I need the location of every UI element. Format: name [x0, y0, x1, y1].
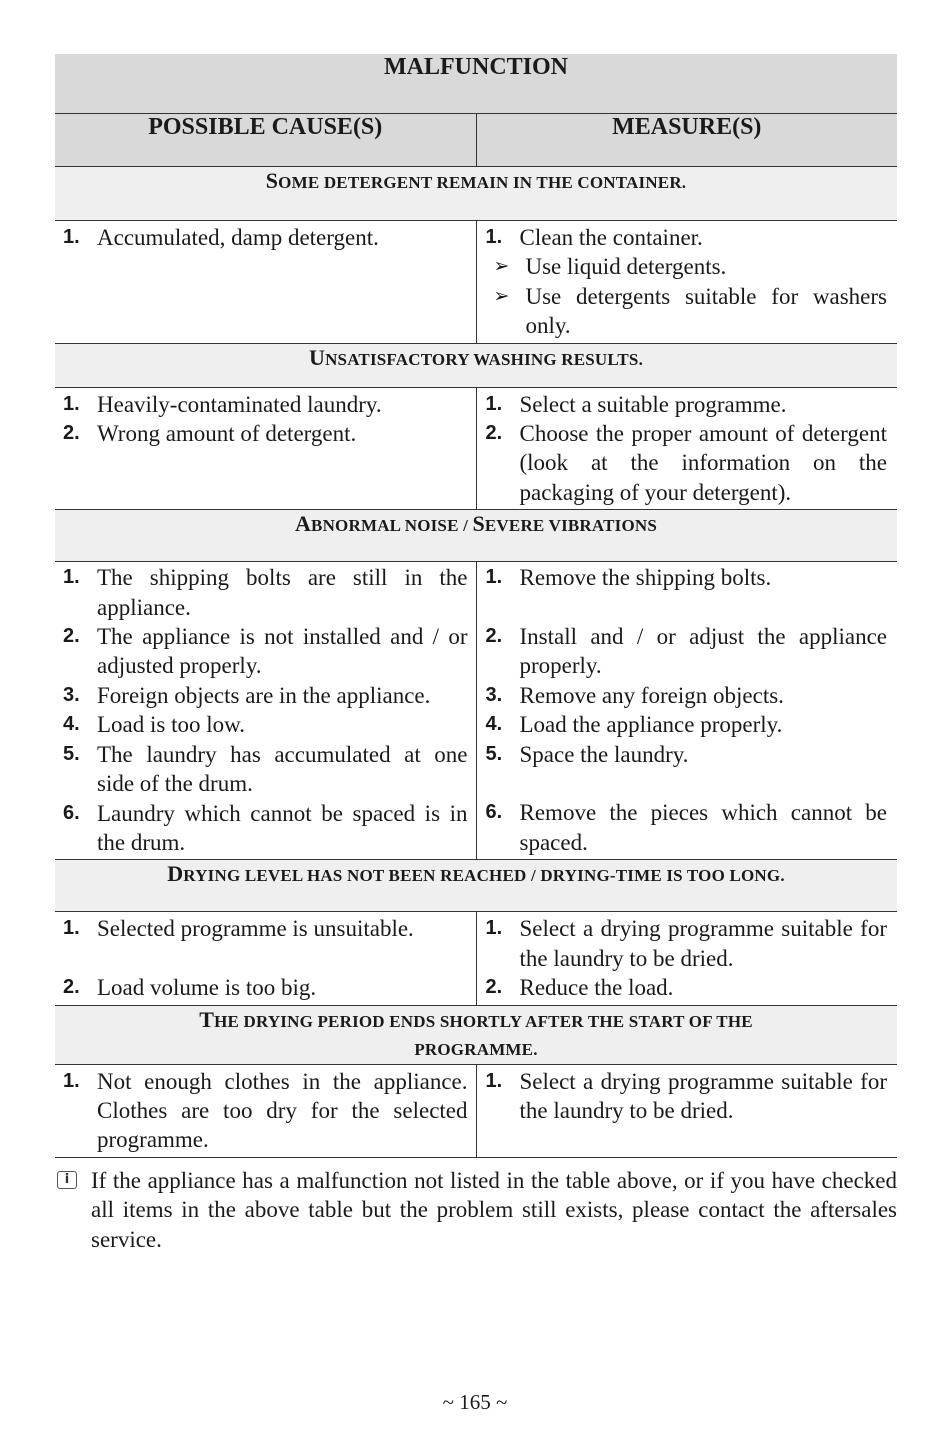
measure-cell — [476, 562, 897, 860]
list-item: 2. Wrong amount of detergent. — [63, 421, 357, 447]
list-item: ➢ Use detergents suitable for washers only. — [486, 282, 888, 341]
malfunction-page — [55, 54, 897, 1158]
list-item: 1. The shipping bolts are still in the appliance. — [63, 565, 468, 620]
list-item: 4. Load the appliance properly. — [485, 712, 783, 738]
arrow-bullet-icon: ➢ — [493, 285, 510, 307]
arrow-bullet-icon: ➢ — [493, 256, 510, 278]
measure-cell — [476, 912, 897, 1005]
cause-cell — [55, 221, 476, 344]
measure-cell — [476, 221, 897, 344]
section-heading: DRYING LEVEL HAS NOT BEEN REACHED / DRYING-TIME IS TOO LONG. — [55, 860, 897, 912]
list-item: 2. Choose the proper amount of detergent (look at the information on the packaging of your detergent). — [485, 421, 887, 505]
list-item: 6. Laundry which cannot be spaced is in the drum. — [63, 800, 468, 855]
list-item: 2. The appliance is not installed and / or adjusted properly. — [63, 624, 468, 679]
info-note — [55, 1166, 897, 1254]
list-item: 1. Select a suitable programme. — [485, 391, 787, 417]
list-item: 4. Load is too low. — [63, 712, 245, 738]
list-item: 5. The laundry has accumulated at one side of the drum. — [63, 741, 468, 797]
list-item: ➢ Use liquid detergents. — [486, 252, 888, 281]
list-item: 1. Select a drying programme suitable for the laundry to be dried. — [485, 916, 887, 971]
list-item: 1. Select a drying programme suitable for the laundry to be dried. — [485, 1068, 887, 1123]
list-item: 5. Space the laundry. — [485, 741, 689, 767]
section-heading: UNSATISFACTORY WASHING RESULTS. — [55, 343, 897, 387]
list-item: 2. Load volume is too big. — [63, 975, 317, 1001]
section-heading: ABNORMAL NOISE / SEVERE VIBRATIONS — [55, 510, 897, 562]
list-item: 6. Remove the pieces which cannot be spaced. — [485, 800, 887, 855]
measure-cell — [476, 1064, 897, 1157]
section-heading: THE DRYING PERIOD ENDS SHORTLY AFTER THE START OF THE PROGRAMME. — [55, 1005, 897, 1064]
list-item: 3. Remove any foreign objects. — [485, 682, 784, 708]
list-item: 2. Install and / or adjust the appliance properly. — [485, 624, 887, 679]
cause-cell — [55, 387, 476, 510]
cause-cell — [55, 912, 476, 1005]
list-item: 1. Heavily-contaminated laundry. — [63, 391, 382, 417]
malfunction-table — [55, 54, 897, 1158]
page-number: ~ 165 ~ — [442, 1390, 508, 1414]
table-title: MALFUNCTION — [55, 54, 897, 114]
info-note-text: If the appliance has a malfunction not listed in the table above, or if you have checked all items in the above table but the problem still exists, please contact the aftersales service. — [91, 1168, 897, 1252]
cause-cell — [55, 1064, 476, 1157]
list-item: 1. Accumulated, damp detergent. — [63, 225, 379, 250]
list-item: 1. Not enough clothes in the appliance. Clothes are too dry for the selected programme. — [63, 1068, 468, 1153]
section-heading: SOME DETERGENT REMAIN IN THE CONTAINER. — [55, 167, 897, 221]
column-header-cause: POSSIBLE CAUSE(S) — [55, 114, 476, 167]
list-item: 2. Reduce the load. — [485, 975, 674, 1001]
info-icon: i — [57, 1171, 77, 1189]
column-header-measure: MEASURE(S) — [476, 114, 897, 167]
list-item: 1. Selected programme is unsuitable. — [63, 916, 414, 942]
cause-cell — [55, 562, 476, 860]
list-item: 1. Remove the shipping bolts. — [485, 565, 772, 591]
measure-cell — [476, 387, 897, 510]
list-item: 3. Foreign objects are in the appliance. — [63, 682, 431, 708]
list-item: 1. Clean the container. — [485, 225, 703, 250]
